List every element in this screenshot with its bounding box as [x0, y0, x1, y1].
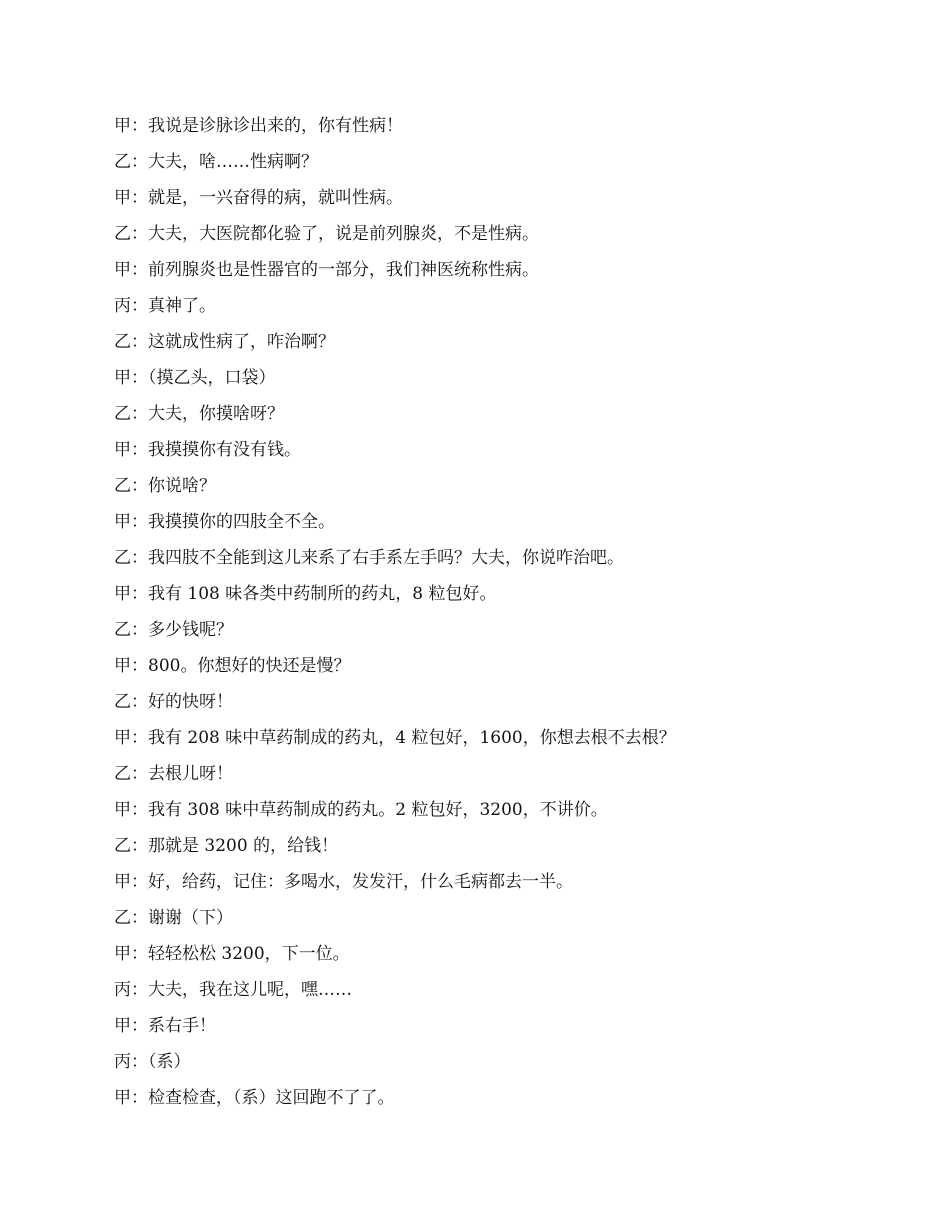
- dialogue-line: 甲：就是，一兴奋得的病，就叫性病。: [114, 188, 403, 208]
- dialogue-line: 乙：我四肢不全能到这儿来系了右手系左手吗？大夫，你说咋治吧。: [114, 548, 624, 568]
- dialogue-line: 甲：好，给药，记住：多喝水，发发汗，什么毛病都去一半。: [114, 872, 573, 892]
- dialogue-line: 甲：我有 208 味中草药制成的药丸，4 粒包好，1600，你想去根不去根？: [114, 728, 676, 748]
- dialogue-line: 乙：大夫，大医院都化验了，说是前列腺炎，不是性病。: [114, 224, 539, 244]
- dialogue-line: 乙：多少钱呢？: [114, 620, 233, 640]
- dialogue-line: 甲：检查检查，（系）这回跑不了了。: [114, 1088, 395, 1108]
- dialogue-line: 甲：我有 108 味各类中药制所的药丸，8 粒包好。: [114, 584, 497, 604]
- dialogue-line: 乙：去根儿呀！: [114, 764, 233, 784]
- dialogue-line: 乙：那就是 3200 的，给钱！: [114, 836, 339, 856]
- dialogue-line: 丙：真神了。: [114, 296, 216, 316]
- dialogue-line: 乙：你说啥？: [114, 476, 216, 496]
- dialogue-line: 乙：大夫，啥……性病啊？: [114, 152, 318, 172]
- dialogue-line: 乙：大夫，你摸啥呀？: [114, 404, 284, 424]
- dialogue-line: 甲：我有 308 味中草药制成的药丸。2 粒包好，3200，不讲价。: [114, 800, 608, 820]
- dialogue-line: 甲：我说是诊脉诊出来的，你有性病！: [114, 116, 403, 136]
- dialogue-line: 甲：我摸摸你的四肢全不全。: [114, 512, 335, 532]
- dialogue-line: 甲：（摸乙头，口袋）: [114, 368, 276, 388]
- dialogue-line: 丙：大夫，我在这儿呢，嘿……: [114, 980, 352, 1000]
- dialogue-line: 甲：系右手！: [114, 1016, 216, 1036]
- dialogue-line: 甲：我摸摸你有没有钱。: [114, 440, 301, 460]
- dialogue-line: 乙：谢谢（下）: [114, 908, 233, 928]
- dialogue-line: 甲：前列腺炎也是性器官的一部分，我们神医统称性病。: [114, 260, 539, 280]
- dialogue-line: 甲：轻轻松松 3200，下一位。: [114, 944, 350, 964]
- dialogue-line: 甲：800。你想好的快还是慢？: [114, 656, 351, 676]
- dialogue-line: 乙：好的快呀！: [114, 692, 233, 712]
- dialogue-line: 乙：这就成性病了，咋治啊？: [114, 332, 335, 352]
- dialogue-line: 丙：（系）: [114, 1052, 191, 1072]
- dialogue-script: [114, 108, 874, 1116]
